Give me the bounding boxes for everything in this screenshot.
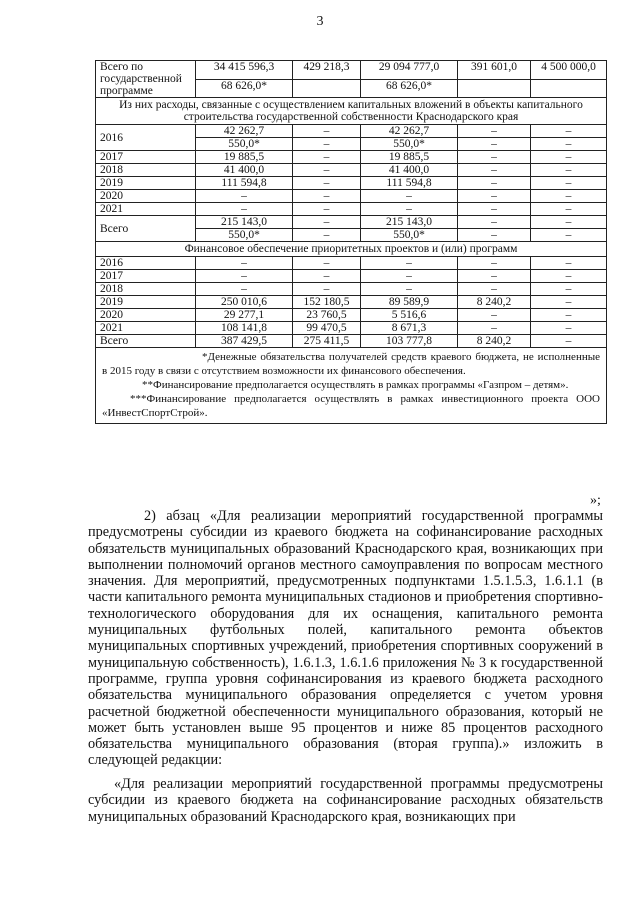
row-label: Всего	[96, 216, 196, 242]
table-cell: –	[458, 322, 531, 335]
amendment-paragraph: 2) абзац «Для реализации мероприятий государственной программы предусмотрены субсидии из краевого бюджета на софинансирование расходных обязательств муниципальных образований Краснодарского края, возникающих при выполнении полномочий органов местного самоуправления по вопросам местного значения. Для мероприятий, предусмотренных подпунктами 1.5.1.5.3, 1.6.1.1 (в части капитального ремонта муниципальных стадионов и приобретения спортивно-технологического оборудования для их оснащения, капитального ремонта муниципальных футбольных полей, капитального ремонта объектов муниципальных спортивных учреждений, приобретения спортивных сооружений в муниципальную собственность), 1.6.1.3, 1.6.1.6 приложения № 3 к государственной программе, группа уровня софинансирования из краевого бюджета расходного обязательства муниципального образования определяется с учетом уровня расчетной бюджетной обеспеченности муниципального образования, который не может быть установлен выше 95 процентов и ниже 85 процентов расходного обязательства муниципального образования (вторая группа).» изложить в следующей редакции:	[88, 508, 603, 769]
table-row	[96, 164, 607, 177]
row-label: 2018	[96, 283, 196, 296]
row-label: 2018	[96, 164, 196, 177]
row-label: 2020	[96, 309, 196, 322]
table-row	[96, 283, 607, 296]
table-cell: 103 777,8	[361, 335, 458, 348]
table-cell: –	[293, 283, 361, 296]
table-cell: –	[531, 125, 607, 138]
section-title-capital-investments: Из них расходы, связанные с осуществлением капитальных вложений в объекты капитального строительства государственной собственности Краснодарского края	[96, 98, 607, 125]
table-cell: 34 415 596,3	[196, 61, 293, 80]
table-cell: –	[458, 151, 531, 164]
table-cell: 19 885,5	[361, 151, 458, 164]
table-cell: 550,0*	[196, 138, 293, 151]
table-cell: 5 516,6	[361, 309, 458, 322]
table-cell: –	[458, 309, 531, 322]
table-cell: 8 671,3	[361, 322, 458, 335]
new-wording-paragraph: «Для реализации мероприятий государственной программы предусмотрены субсидии из краевого бюджета на софинансирование расходных обязательств муниципальных образований Краснодарского края, возникающих при	[88, 776, 603, 825]
table-cell	[293, 79, 361, 98]
table-cell: –	[293, 125, 361, 138]
table-cell: –	[293, 177, 361, 190]
row-label: 2020	[96, 190, 196, 203]
table-cell: 550,0*	[361, 138, 458, 151]
row-label: 2017	[96, 151, 196, 164]
row-label: 2019	[96, 177, 196, 190]
table-row	[96, 190, 607, 203]
table-cell: –	[196, 283, 293, 296]
table-cell: 250 010,6	[196, 296, 293, 309]
table-row	[96, 216, 607, 229]
table-cell: 391 601,0	[458, 61, 531, 80]
table-cell: 41 400,0	[361, 164, 458, 177]
table-cell: –	[531, 309, 607, 322]
row-label: Всего по государственной программе	[96, 61, 196, 98]
table-cell: –	[458, 125, 531, 138]
table-cell: –	[361, 190, 458, 203]
table-cell: –	[293, 151, 361, 164]
table-cell: –	[531, 203, 607, 216]
table-cell: –	[531, 138, 607, 151]
table-cell: 387 429,5	[196, 335, 293, 348]
table-cell: 108 141,8	[196, 322, 293, 335]
table-cell: –	[293, 190, 361, 203]
table-cell: 152 180,5	[293, 296, 361, 309]
table-cell: –	[293, 164, 361, 177]
table-row	[96, 322, 607, 335]
table-cell: –	[531, 151, 607, 164]
row-label: 2021	[96, 203, 196, 216]
table-cell: –	[196, 190, 293, 203]
table-cell: –	[361, 257, 458, 270]
table-cell	[531, 79, 607, 98]
table-cell: –	[458, 257, 531, 270]
table-cell: –	[531, 216, 607, 229]
table-cell: –	[293, 203, 361, 216]
table-cell: –	[293, 138, 361, 151]
table-cell: –	[458, 229, 531, 242]
table-row	[96, 296, 607, 309]
table-cell: –	[293, 270, 361, 283]
table-cell: 68 626,0*	[196, 79, 293, 98]
table-cell: 4 500 000,0	[531, 61, 607, 80]
table-cell: 8 240,2	[458, 335, 531, 348]
table-row	[96, 309, 607, 322]
table-cell: –	[458, 283, 531, 296]
financing-table	[95, 60, 607, 424]
table-cell: –	[293, 229, 361, 242]
table-cell: –	[293, 257, 361, 270]
footnote: ***Финансирование предполагается осуществлять в рамках инвестиционного проекта ООО «ИнвестСпортСтрой».	[102, 393, 600, 419]
closing-quote: »;	[590, 493, 601, 508]
table-cell: –	[361, 203, 458, 216]
table-cell: 111 594,8	[196, 177, 293, 190]
table-cell: 23 760,5	[293, 309, 361, 322]
table-cell: –	[361, 270, 458, 283]
table-row	[96, 151, 607, 164]
footnote: *Денежные обязательства получателей средств краевого бюджета, не исполненные в 2015 году в связи с отсутствием возможности их финансового обеспечения.	[102, 351, 600, 377]
table-cell: 29 277,1	[196, 309, 293, 322]
table-cell: –	[531, 296, 607, 309]
table-cell: 215 143,0	[196, 216, 293, 229]
row-label: Всего	[96, 335, 196, 348]
table-row	[96, 257, 607, 270]
table-row	[96, 177, 607, 190]
table-cell: –	[531, 164, 607, 177]
table-cell: –	[196, 257, 293, 270]
table-cell: –	[531, 270, 607, 283]
table-row	[96, 203, 607, 216]
table-cell: 8 240,2	[458, 296, 531, 309]
row-label: 2016	[96, 125, 196, 151]
table-cell: –	[458, 138, 531, 151]
table-cell: –	[458, 177, 531, 190]
table-cell: –	[361, 283, 458, 296]
section-title-priority-projects: Финансовое обеспечение приоритетных проектов и (или) программ	[96, 242, 607, 257]
table-cell: –	[531, 335, 607, 348]
table-cell: 42 262,7	[361, 125, 458, 138]
row-label: 2016	[96, 257, 196, 270]
table-cell: –	[531, 190, 607, 203]
table-cell: 89 589,9	[361, 296, 458, 309]
table-cell: 19 885,5	[196, 151, 293, 164]
table-cell: –	[458, 216, 531, 229]
table-footnotes	[96, 348, 607, 424]
row-label: 2017	[96, 270, 196, 283]
table-cell: –	[458, 190, 531, 203]
table-row	[96, 125, 607, 138]
table-cell: –	[531, 322, 607, 335]
table-cell: –	[458, 164, 531, 177]
table-cell	[458, 79, 531, 98]
table-cell: 550,0*	[361, 229, 458, 242]
table-cell: –	[293, 216, 361, 229]
table-cell: –	[196, 270, 293, 283]
table-cell: –	[531, 229, 607, 242]
page-number: 3	[316, 14, 324, 29]
table-cell: –	[531, 257, 607, 270]
row-label: 2019	[96, 296, 196, 309]
table-row	[96, 270, 607, 283]
table-cell: 41 400,0	[196, 164, 293, 177]
table-cell: –	[531, 177, 607, 190]
table-row	[96, 61, 607, 80]
table-cell: –	[196, 203, 293, 216]
table-cell: 550,0*	[196, 229, 293, 242]
table-cell: 29 094 777,0	[361, 61, 458, 80]
table-cell: 99 470,5	[293, 322, 361, 335]
table-cell: 42 262,7	[196, 125, 293, 138]
table-cell: 429 218,3	[293, 61, 361, 80]
table-cell: 275 411,5	[293, 335, 361, 348]
table-cell: 215 143,0	[361, 216, 458, 229]
table-cell: –	[458, 203, 531, 216]
table-cell: –	[531, 283, 607, 296]
table-cell: 111 594,8	[361, 177, 458, 190]
table-cell: 68 626,0*	[361, 79, 458, 98]
table-row	[96, 335, 607, 348]
row-label: 2021	[96, 322, 196, 335]
footnote: **Финансирование предполагается осуществлять в рамках программы «Газпром – детям».	[142, 379, 569, 391]
table-cell: –	[458, 270, 531, 283]
